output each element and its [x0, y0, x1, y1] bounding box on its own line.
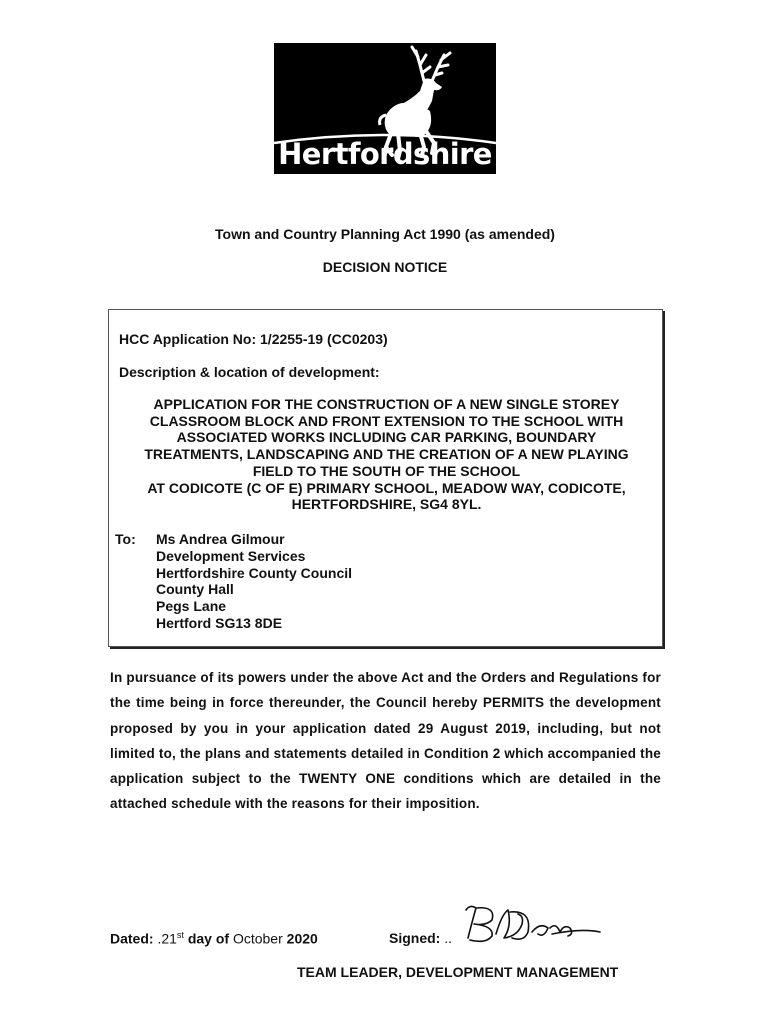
description-line: FIELD TO THE SOUTH OF THE SCHOOL [252, 462, 521, 479]
recipient-address [156, 531, 352, 632]
address-line: Development Services [156, 547, 306, 564]
address-line: Pegs Lane [156, 598, 227, 615]
hertfordshire-logo [274, 43, 496, 174]
application-number: HCC Application No: 1/2255-19 (CC0203) [119, 331, 388, 347]
description-line: CLASSROOM BLOCK AND FRONT EXTENSION TO THE SCHOOL WITH [149, 412, 624, 429]
logo-text: Hertfordshire [278, 137, 492, 171]
description-line: ASSOCIATED WORKS INCLUDING CAR PARKING, BOUNDARY [176, 429, 597, 446]
description-line: TREATMENTS, LANDSCAPING AND THE CREATION OF A NEW PLAYING [144, 446, 629, 463]
description-label: Description & location of development: [119, 364, 380, 380]
dated-line [110, 930, 318, 947]
day-of-label: day of [187, 930, 230, 947]
dated-label: Dated: [110, 930, 154, 947]
day-value: .21 [157, 930, 177, 947]
to-label: To: [115, 531, 136, 547]
address-line: Hertfordshire County Council [156, 564, 353, 581]
month-value: October [232, 930, 283, 947]
signatory-role: TEAM LEADER, DEVELOPMENT MANAGEMENT [297, 964, 619, 980]
application-details-box [108, 309, 663, 647]
description-line: AT CODICOTE (C OF E) PRIMARY SCHOOL, MEADOW WAY, CODICOTE, [147, 479, 626, 496]
decision-paragraph: In pursuance of its powers under the above Act and the Orders and Regulations for the time being in force thereunder, the Council hereby PERMITS the development proposed by you in your application dated 29 August 2019, including, but not limited to, the plans and statements detailed in Condition 2 which accompanied the application subject to the TWENTY ONE conditions which are detailed in the attached schedule with the reasons for their imposition. [110, 670, 661, 812]
address-line: County Hall [156, 581, 234, 598]
signed-dots: .. [444, 930, 453, 946]
address-line: Hertford SG13 8DE [156, 614, 283, 631]
signature [452, 898, 608, 948]
development-description [109, 396, 664, 513]
decision-notice-title: DECISION NOTICE [322, 259, 448, 275]
signed-label: Signed: [389, 930, 441, 946]
signed-line [389, 930, 452, 946]
act-title: Town and Country Planning Act 1990 (as amended) [215, 226, 555, 242]
description-line: APPLICATION FOR THE CONSTRUCTION OF A NEW SINGLE STOREY [153, 396, 620, 412]
day-suffix: st [176, 930, 184, 940]
description-line: HERTFORDSHIRE, SG4 8YL. [291, 496, 482, 513]
year-value: 2020 [286, 930, 318, 947]
address-line: Ms Andrea Gilmour [156, 531, 285, 547]
